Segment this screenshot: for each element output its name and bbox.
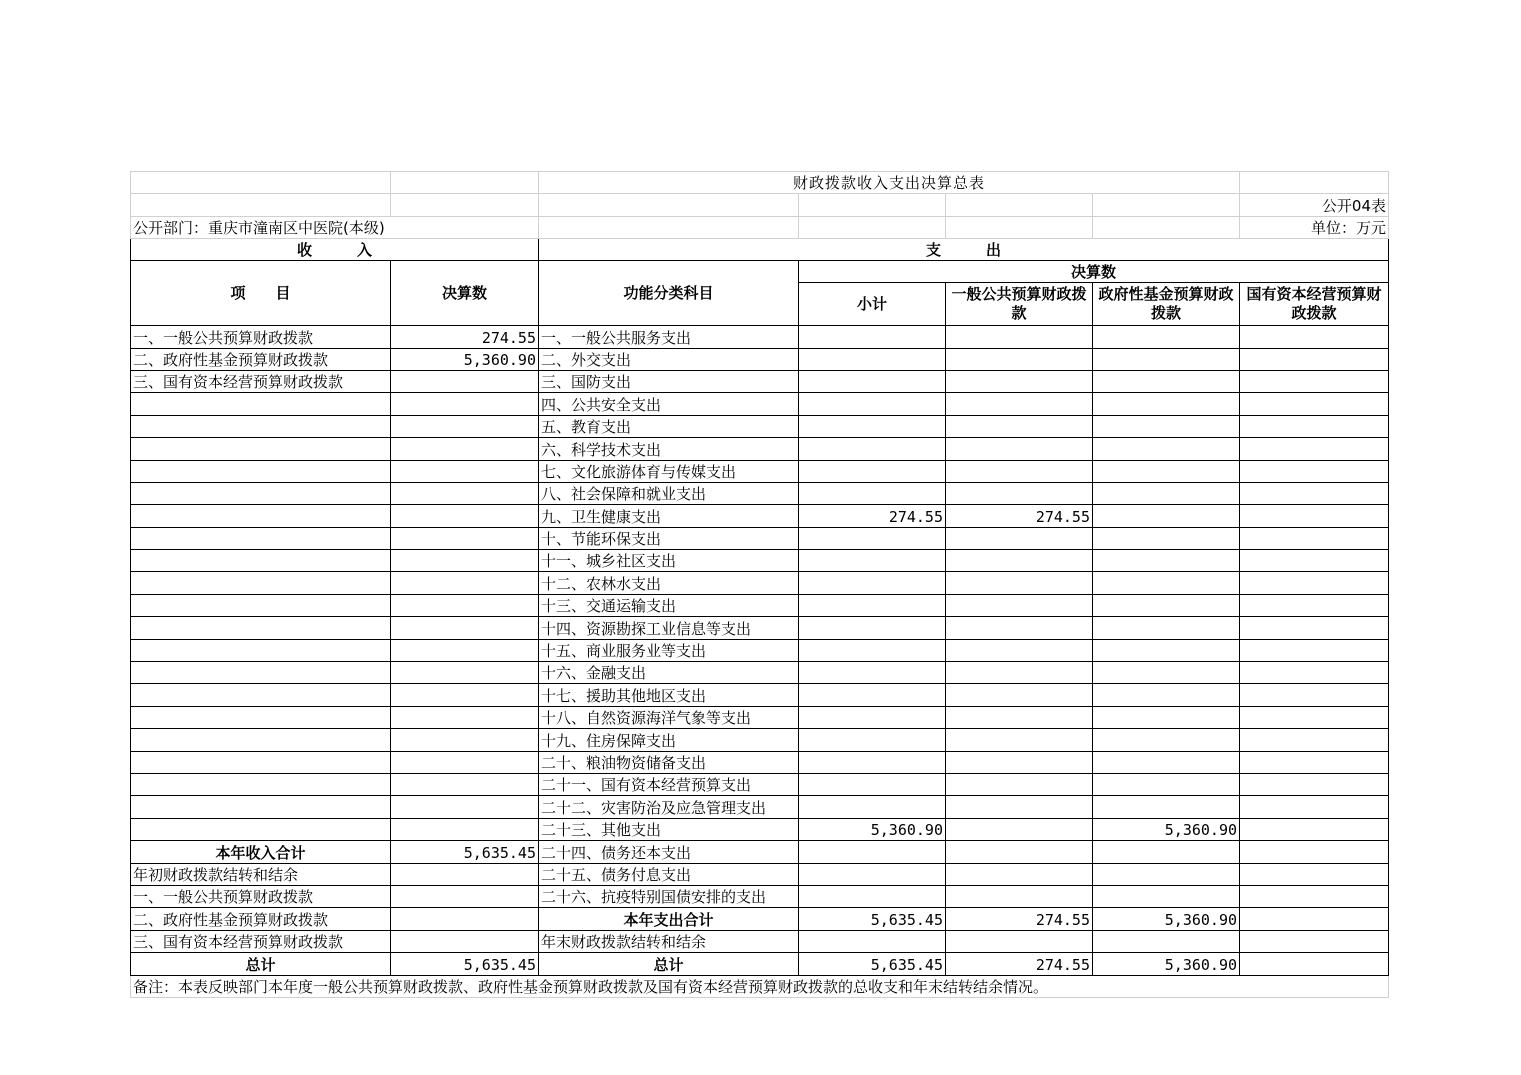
subtotal-cell[interactable]	[799, 550, 946, 572]
general-budget-cell[interactable]	[946, 482, 1093, 504]
expense-item-cell[interactable]: 四、公共安全支出	[539, 393, 799, 415]
general-budget-cell[interactable]	[946, 818, 1093, 840]
state-capital-cell[interactable]	[1240, 572, 1389, 594]
expense-item-cell[interactable]: 十八、自然资源海洋气象等支出	[539, 706, 799, 728]
table-row	[131, 572, 1389, 594]
subtotal-cell[interactable]	[799, 706, 946, 728]
gov-fund-cell[interactable]: 5,360.90	[1093, 818, 1240, 840]
subtotal-cell[interactable]	[799, 841, 946, 863]
general-budget-cell[interactable]	[946, 617, 1093, 639]
subtotal-cell[interactable]	[799, 594, 946, 616]
expense-item-cell[interactable]: 六、科学技术支出	[539, 438, 799, 460]
expense-item-cell[interactable]: 十一、城乡社区支出	[539, 550, 799, 572]
expense-item-cell[interactable]: 七、文化旅游体育与传媒支出	[539, 460, 799, 482]
subtotal-cell[interactable]	[799, 393, 946, 415]
income-amount-cell[interactable]: 5,635.45	[391, 841, 539, 863]
expense-item-cell[interactable]: 十六、金融支出	[539, 662, 799, 684]
expense-item-cell[interactable]: 十二、农林水支出	[539, 572, 799, 594]
subtotal-cell[interactable]	[799, 930, 946, 952]
table-row	[131, 550, 1389, 572]
general-budget-cell[interactable]	[946, 594, 1093, 616]
spreadsheet	[130, 171, 1388, 998]
income-item-cell[interactable]	[131, 550, 391, 572]
subtotal-cell[interactable]	[799, 348, 946, 370]
state-capital-cell[interactable]	[1240, 550, 1389, 572]
gov-fund-cell[interactable]	[1093, 863, 1240, 885]
gov-fund-cell[interactable]	[1093, 594, 1240, 616]
income-amount-cell[interactable]	[391, 505, 539, 527]
income-item-cell[interactable]	[131, 818, 391, 840]
state-capital-cell[interactable]	[1240, 482, 1389, 504]
income-item-cell[interactable]	[131, 617, 391, 639]
gov-fund-cell[interactable]	[1093, 885, 1240, 907]
subtotal-cell[interactable]: 274.55	[799, 505, 946, 527]
expense-item-cell[interactable]: 十九、住房保障支出	[539, 729, 799, 751]
subtotal-cell[interactable]	[799, 415, 946, 437]
general-budget-cell[interactable]	[946, 527, 1093, 549]
form-number: 公开04表	[1240, 194, 1389, 216]
state-capital-cell[interactable]	[1240, 729, 1389, 751]
table-row	[131, 460, 1389, 482]
general-budget-cell[interactable]	[946, 415, 1093, 437]
income-item-cell[interactable]: 二、政府性基金预算财政拨款	[131, 348, 391, 370]
footnote: 备注：本表反映部门本年度一般公共预算财政拨款、政府性基金预算财政拨款及国有资本经营预算财政拨款的总收支和年末结转结余情况。	[131, 975, 1389, 997]
income-item-cell[interactable]: 三、国有资本经营预算财政拨款	[131, 370, 391, 392]
table-row	[131, 885, 1389, 907]
income-item-cell[interactable]: 三、国有资本经营预算财政拨款	[131, 930, 391, 952]
income-amount-cell[interactable]: 5,635.45	[391, 953, 539, 975]
blank-cell[interactable]	[391, 172, 539, 194]
subtotal-cell[interactable]: 5,360.90	[799, 818, 946, 840]
subtotal-cell[interactable]	[799, 729, 946, 751]
income-item-cell[interactable]	[131, 438, 391, 460]
table-row	[131, 415, 1389, 437]
income-item-cell[interactable]	[131, 415, 391, 437]
subtotal-cell[interactable]	[799, 460, 946, 482]
header-item: 项 目	[131, 261, 391, 326]
table-row	[131, 348, 1389, 370]
income-item-cell[interactable]	[131, 684, 391, 706]
income-item-cell[interactable]	[131, 527, 391, 549]
general-budget-cell[interactable]	[946, 751, 1093, 773]
income-item-cell[interactable]	[131, 482, 391, 504]
income-item-cell[interactable]	[131, 773, 391, 795]
expense-item-cell[interactable]: 二、外交支出	[539, 348, 799, 370]
income-item-cell[interactable]	[131, 729, 391, 751]
state-capital-cell[interactable]	[1240, 460, 1389, 482]
subtotal-cell[interactable]	[799, 639, 946, 661]
income-item-cell[interactable]: 本年收入合计	[131, 841, 391, 863]
gov-fund-cell[interactable]	[1093, 729, 1240, 751]
gov-fund-cell[interactable]	[1093, 930, 1240, 952]
table-row	[131, 370, 1389, 392]
expense-item-cell[interactable]: 二十二、灾害防治及应急管理支出	[539, 796, 799, 818]
expense-item-cell[interactable]: 年末财政拨款结转和结余	[539, 930, 799, 952]
table-row	[131, 773, 1389, 795]
general-budget-cell[interactable]	[946, 639, 1093, 661]
unit-label: 单位：万元	[1240, 216, 1389, 238]
header-income: 收 入	[131, 239, 539, 261]
income-item-cell[interactable]: 总计	[131, 953, 391, 975]
expense-item-cell[interactable]: 十四、资源勘探工业信息等支出	[539, 617, 799, 639]
expense-item-cell[interactable]: 八、社会保障和就业支出	[539, 482, 799, 504]
table-row	[131, 706, 1389, 728]
income-item-cell[interactable]	[131, 505, 391, 527]
gov-fund-cell[interactable]	[1093, 370, 1240, 392]
general-budget-cell[interactable]: 274.55	[946, 505, 1093, 527]
gov-fund-cell[interactable]	[1093, 572, 1240, 594]
income-item-cell[interactable]: 一、一般公共预算财政拨款	[131, 326, 391, 348]
subtotal-cell[interactable]	[799, 482, 946, 504]
header-state-capital: 国有资本经营预算财政拨款	[1240, 283, 1389, 326]
subtotal-cell[interactable]	[799, 773, 946, 795]
state-capital-cell[interactable]	[1240, 706, 1389, 728]
gov-fund-cell[interactable]: 5,360.90	[1093, 953, 1240, 975]
page-title: 财政拨款收入支出决算总表	[539, 172, 1240, 194]
state-capital-cell[interactable]	[1240, 773, 1389, 795]
state-capital-cell[interactable]	[1240, 885, 1389, 907]
income-item-cell[interactable]	[131, 706, 391, 728]
table-row	[131, 594, 1389, 616]
gov-fund-cell[interactable]	[1093, 505, 1240, 527]
income-item-cell[interactable]	[131, 594, 391, 616]
general-budget-cell[interactable]	[946, 684, 1093, 706]
income-amount-cell[interactable]	[391, 930, 539, 952]
header-final-amount: 决算数	[391, 261, 539, 326]
department-label: 公开部门：重庆市潼南区中医院(本级)	[131, 216, 539, 238]
expense-item-cell[interactable]: 十五、商业服务业等支出	[539, 639, 799, 661]
state-capital-cell[interactable]	[1240, 908, 1389, 930]
income-amount-cell[interactable]	[391, 885, 539, 907]
income-amount-cell[interactable]	[391, 729, 539, 751]
header-subtotal: 小计	[799, 283, 946, 326]
state-capital-cell[interactable]	[1240, 370, 1389, 392]
expense-item-cell[interactable]: 二十一、国有资本经营预算支出	[539, 773, 799, 795]
table-row	[131, 796, 1389, 818]
general-budget-cell[interactable]: 274.55	[946, 908, 1093, 930]
state-capital-cell[interactable]	[1240, 415, 1389, 437]
state-capital-cell[interactable]	[1240, 527, 1389, 549]
income-amount-cell[interactable]	[391, 796, 539, 818]
expense-item-cell[interactable]: 二十六、抗疫特别国债安排的支出	[539, 885, 799, 907]
state-capital-cell[interactable]	[1240, 841, 1389, 863]
general-budget-cell[interactable]	[946, 773, 1093, 795]
expense-item-cell[interactable]: 十七、援助其他地区支出	[539, 684, 799, 706]
income-amount-cell[interactable]	[391, 550, 539, 572]
general-budget-cell[interactable]	[946, 841, 1093, 863]
subtotal-cell[interactable]	[799, 617, 946, 639]
income-amount-cell[interactable]: 5,360.90	[391, 348, 539, 370]
gov-fund-cell[interactable]	[1093, 460, 1240, 482]
income-amount-cell[interactable]	[391, 415, 539, 437]
state-capital-cell[interactable]	[1240, 393, 1389, 415]
state-capital-cell[interactable]	[1240, 348, 1389, 370]
expense-item-cell[interactable]: 九、卫生健康支出	[539, 505, 799, 527]
income-item-cell[interactable]	[131, 662, 391, 684]
income-amount-cell[interactable]	[391, 662, 539, 684]
table-row	[131, 393, 1389, 415]
gov-fund-cell[interactable]	[1093, 415, 1240, 437]
general-budget-cell[interactable]	[946, 796, 1093, 818]
general-budget-cell[interactable]	[946, 550, 1093, 572]
gov-fund-cell[interactable]	[1093, 662, 1240, 684]
income-amount-cell[interactable]	[391, 482, 539, 504]
blank-cell[interactable]	[131, 172, 391, 194]
gov-fund-cell[interactable]	[1093, 617, 1240, 639]
table-row	[131, 908, 1389, 930]
gov-fund-cell[interactable]	[1093, 841, 1240, 863]
state-capital-cell[interactable]	[1240, 863, 1389, 885]
state-capital-cell[interactable]	[1240, 930, 1389, 952]
table-row	[131, 639, 1389, 661]
general-budget-cell[interactable]	[946, 348, 1093, 370]
gov-fund-cell[interactable]	[1093, 706, 1240, 728]
income-item-cell[interactable]	[131, 572, 391, 594]
gov-fund-cell[interactable]	[1093, 482, 1240, 504]
table-row	[131, 930, 1389, 952]
income-amount-cell[interactable]	[391, 572, 539, 594]
subtotal-cell[interactable]	[799, 885, 946, 907]
header-gov-fund: 政府性基金预算财政拨款	[1093, 283, 1240, 326]
gov-fund-cell[interactable]	[1093, 684, 1240, 706]
state-capital-cell[interactable]	[1240, 818, 1389, 840]
table-row	[131, 953, 1389, 975]
general-budget-cell[interactable]: 274.55	[946, 953, 1093, 975]
state-capital-cell[interactable]	[1240, 751, 1389, 773]
general-budget-cell[interactable]	[946, 706, 1093, 728]
state-capital-cell[interactable]	[1240, 662, 1389, 684]
income-amount-cell[interactable]	[391, 818, 539, 840]
table-row	[131, 505, 1389, 527]
state-capital-cell[interactable]	[1240, 639, 1389, 661]
general-budget-cell[interactable]	[946, 885, 1093, 907]
income-amount-cell[interactable]	[391, 460, 539, 482]
table-row	[131, 818, 1389, 840]
income-item-cell[interactable]	[131, 639, 391, 661]
income-item-cell[interactable]	[131, 393, 391, 415]
gov-fund-cell[interactable]	[1093, 550, 1240, 572]
income-amount-cell[interactable]	[391, 863, 539, 885]
income-amount-cell[interactable]	[391, 908, 539, 930]
header-final-amount-group: 决算数	[799, 261, 1389, 283]
subtotal-cell[interactable]: 5,635.45	[799, 908, 946, 930]
subtotal-cell[interactable]	[799, 662, 946, 684]
income-amount-cell[interactable]	[391, 684, 539, 706]
general-budget-cell[interactable]	[946, 370, 1093, 392]
state-capital-cell[interactable]	[1240, 438, 1389, 460]
subtotal-cell[interactable]	[799, 796, 946, 818]
general-budget-cell[interactable]	[946, 393, 1093, 415]
state-capital-cell[interactable]	[1240, 617, 1389, 639]
expense-item-cell[interactable]: 二十四、债务还本支出	[539, 841, 799, 863]
gov-fund-cell[interactable]	[1093, 796, 1240, 818]
gov-fund-cell[interactable]	[1093, 639, 1240, 661]
general-budget-cell[interactable]	[946, 662, 1093, 684]
state-capital-cell[interactable]	[1240, 796, 1389, 818]
gov-fund-cell[interactable]	[1093, 773, 1240, 795]
header-expense: 支 出	[539, 239, 1389, 261]
table-row	[131, 841, 1389, 863]
income-amount-cell[interactable]	[391, 617, 539, 639]
income-amount-cell[interactable]	[391, 370, 539, 392]
gov-fund-cell[interactable]	[1093, 527, 1240, 549]
subtotal-cell[interactable]	[799, 438, 946, 460]
income-item-cell[interactable]: 一、一般公共预算财政拨款	[131, 885, 391, 907]
income-amount-cell[interactable]	[391, 527, 539, 549]
income-amount-cell[interactable]	[391, 393, 539, 415]
expense-item-cell[interactable]: 二十三、其他支出	[539, 818, 799, 840]
table-row	[131, 482, 1389, 504]
subtotal-cell[interactable]	[799, 751, 946, 773]
expense-item-cell[interactable]: 本年支出合计	[539, 908, 799, 930]
expense-item-cell[interactable]: 总计	[539, 953, 799, 975]
income-amount-cell[interactable]	[391, 773, 539, 795]
general-budget-cell[interactable]	[946, 460, 1093, 482]
subtotal-cell[interactable]	[799, 326, 946, 348]
table-row	[131, 729, 1389, 751]
expense-item-cell[interactable]: 十三、交通运输支出	[539, 594, 799, 616]
expense-item-cell[interactable]: 二十、粮油物资储备支出	[539, 751, 799, 773]
income-amount-cell[interactable]: 274.55	[391, 326, 539, 348]
gov-fund-cell[interactable]	[1093, 751, 1240, 773]
general-budget-cell[interactable]	[946, 438, 1093, 460]
subtotal-cell[interactable]	[799, 863, 946, 885]
subtotal-cell[interactable]: 5,635.45	[799, 953, 946, 975]
subtotal-cell[interactable]	[799, 572, 946, 594]
general-budget-cell[interactable]	[946, 572, 1093, 594]
expense-item-cell[interactable]: 五、教育支出	[539, 415, 799, 437]
general-budget-cell[interactable]	[946, 729, 1093, 751]
table-row	[131, 438, 1389, 460]
table-row	[131, 617, 1389, 639]
table-row	[131, 751, 1389, 773]
subtotal-cell[interactable]	[799, 684, 946, 706]
general-budget-cell[interactable]	[946, 863, 1093, 885]
state-capital-cell[interactable]	[1240, 684, 1389, 706]
general-budget-cell[interactable]	[946, 326, 1093, 348]
income-amount-cell[interactable]	[391, 639, 539, 661]
expense-item-cell[interactable]: 二十五、债务付息支出	[539, 863, 799, 885]
subtotal-cell[interactable]	[799, 370, 946, 392]
income-amount-cell[interactable]	[391, 438, 539, 460]
income-item-cell[interactable]	[131, 796, 391, 818]
finance-table	[130, 171, 1389, 998]
state-capital-cell[interactable]	[1240, 505, 1389, 527]
state-capital-cell[interactable]	[1240, 594, 1389, 616]
gov-fund-cell[interactable]: 5,360.90	[1093, 908, 1240, 930]
table-row	[131, 662, 1389, 684]
state-capital-cell[interactable]	[1240, 326, 1389, 348]
income-item-cell[interactable]: 年初财政拨款结转和结余	[131, 863, 391, 885]
header-func-category: 功能分类科目	[539, 261, 799, 326]
income-item-cell[interactable]	[131, 751, 391, 773]
gov-fund-cell[interactable]	[1093, 393, 1240, 415]
expense-item-cell[interactable]: 十、节能环保支出	[539, 527, 799, 549]
income-item-cell[interactable]	[131, 460, 391, 482]
expense-item-cell[interactable]: 三、国防支出	[539, 370, 799, 392]
table-row	[131, 684, 1389, 706]
gov-fund-cell[interactable]	[1093, 326, 1240, 348]
gov-fund-cell[interactable]	[1093, 438, 1240, 460]
table-row	[131, 863, 1389, 885]
table-row	[131, 326, 1389, 348]
general-budget-cell[interactable]	[946, 930, 1093, 952]
income-amount-cell[interactable]	[391, 594, 539, 616]
state-capital-cell[interactable]	[1240, 953, 1389, 975]
subtotal-cell[interactable]	[799, 527, 946, 549]
income-amount-cell[interactable]	[391, 751, 539, 773]
expense-item-cell[interactable]: 一、一般公共服务支出	[539, 326, 799, 348]
table-row	[131, 527, 1389, 549]
income-amount-cell[interactable]	[391, 706, 539, 728]
blank-cell[interactable]	[1240, 172, 1389, 194]
income-item-cell[interactable]: 二、政府性基金预算财政拨款	[131, 908, 391, 930]
header-general-budget: 一般公共预算财政拨款	[946, 283, 1093, 326]
gov-fund-cell[interactable]	[1093, 348, 1240, 370]
